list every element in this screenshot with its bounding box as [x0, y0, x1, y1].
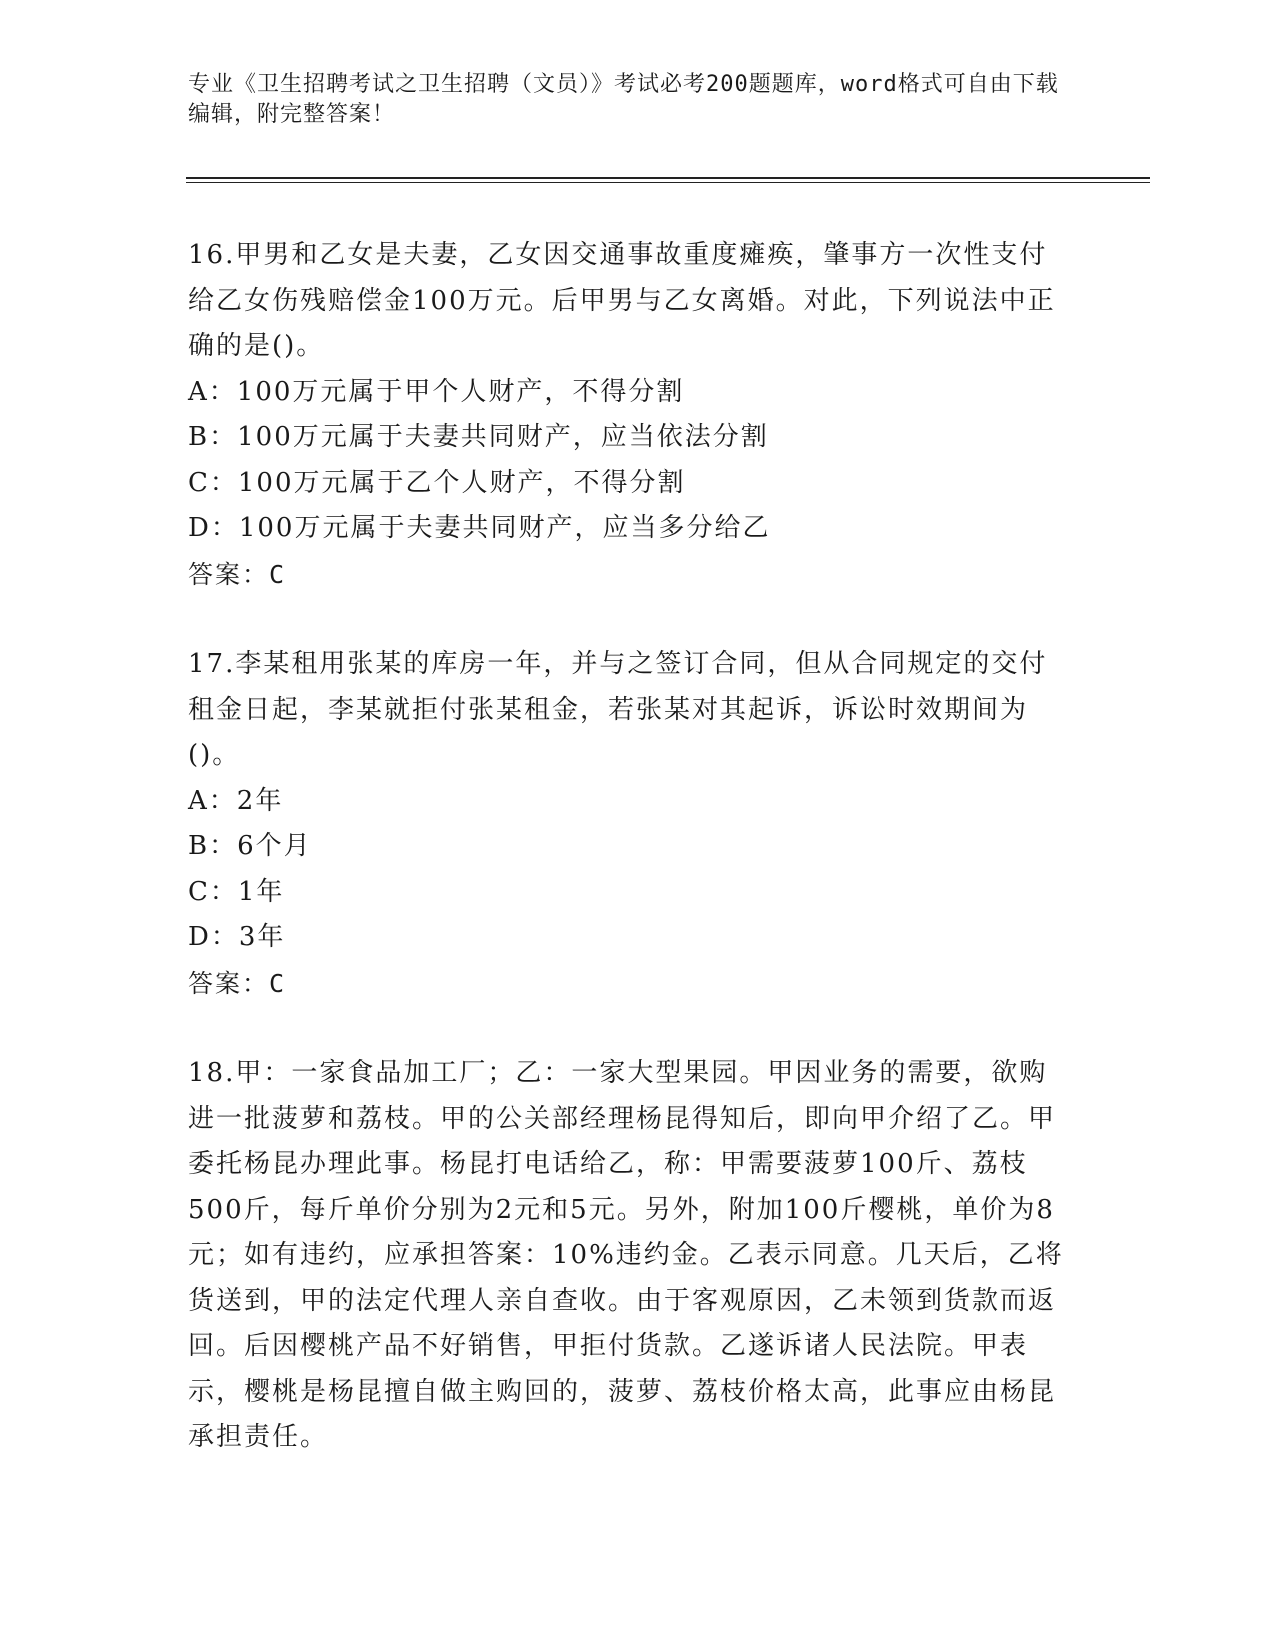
option-c: C：1年	[188, 876, 285, 907]
question-spacer	[188, 597, 1068, 642]
option-d: D：3年	[188, 922, 286, 952]
answer-label: 答案：C	[188, 968, 287, 998]
question-17	[188, 642, 1068, 1006]
option-d: D：100万元属于夫妻共同财产，应当多分给乙	[188, 513, 771, 543]
option-b: B：100万元属于夫妻共同财产，应当依法分割	[188, 422, 769, 452]
header-divider-thick	[186, 177, 1150, 179]
answer-label: 答案：C	[188, 559, 287, 589]
option-a: A：2年	[188, 785, 284, 816]
question-stem: 17.李某租用张某的库房一年，并与之签订合同，但从合同规定的交付租金日起，李某就拒付张某租金，若张某对其起诉，诉讼时效期间为()。	[188, 649, 1048, 770]
option-b: B：6个月	[188, 831, 312, 861]
option-c: C：100万元属于乙个人财产，不得分割	[188, 467, 686, 498]
questions-body	[188, 233, 1068, 1461]
document-header: 专业《卫生招聘考试之卫生招聘（文员）》考试必考200题题库，word格式可自由下载编辑，附完整答案！	[188, 72, 1059, 127]
question-spacer	[188, 1006, 1068, 1051]
question-16	[188, 233, 1068, 597]
question-18	[188, 1051, 1068, 1461]
question-stem: 18.甲：一家食品加工厂；乙：一家大型果园。甲因业务的需要，欲购进一批菠萝和荔枝。甲的公关部经理杨昆得知后，即向甲介绍了乙。甲委托杨昆办理此事。杨昆打电话给乙，称：甲需要菠萝100斤、荔枝500斤，每斤单价分别为2元和5元。另外，附加100斤樱桃，单价为8元；如有违约，应承担答案：10%违约金。乙表示同意。几天后，乙将货送到，甲的法定代理人亲自查收。由于客观原因，乙未领到货款而返回。后因樱桃产品不好销售，甲拒付货款。乙遂诉诸人民法院。甲表示，樱桃是杨昆擅自做主购回的，菠萝、荔枝价格太高，此事应由杨昆承担责任。	[188, 1058, 1064, 1452]
option-a: A：100万元属于甲个人财产，不得分割	[188, 376, 685, 407]
header-divider-thin	[186, 182, 1150, 183]
question-stem: 16.甲男和乙女是夫妻，乙女因交通事故重度瘫痪，肇事方一次性支付给乙女伤残赔偿金100万元。后甲男与乙女离婚。对此，下列说法中正确的是()。	[188, 240, 1056, 361]
